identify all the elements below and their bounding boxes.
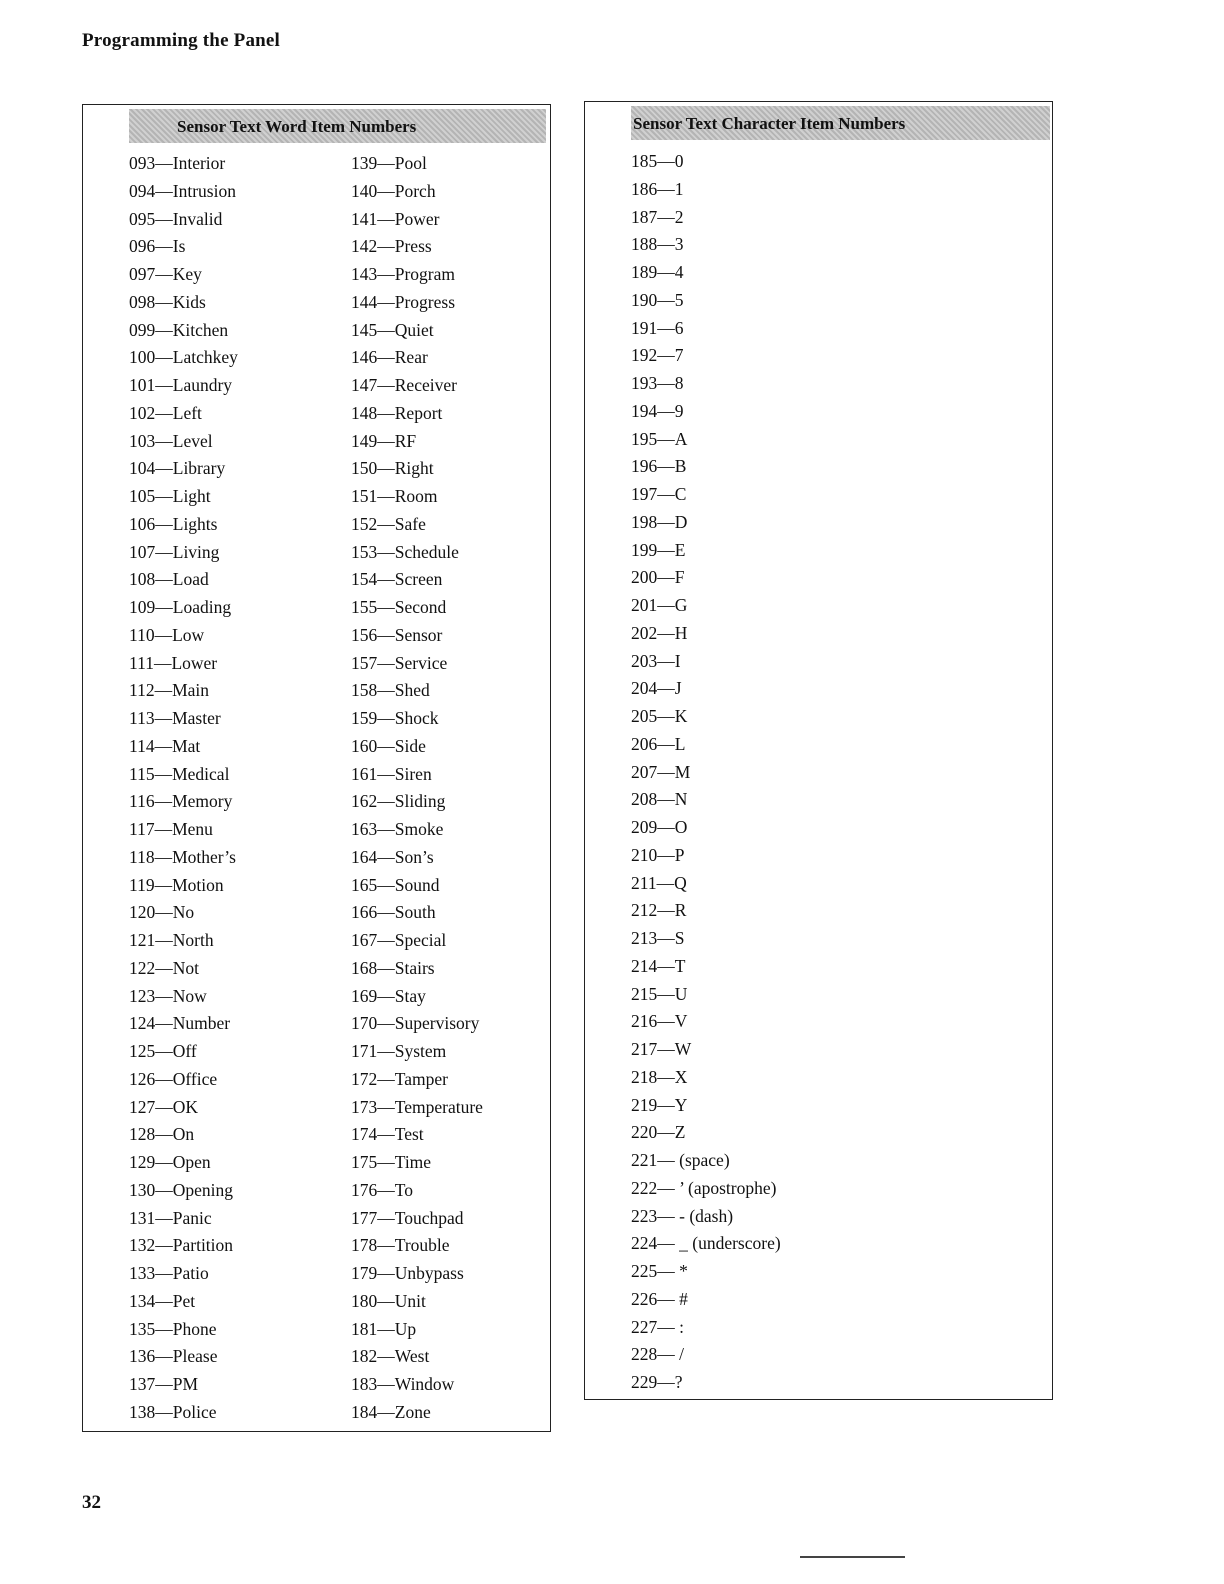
word-item: 144—Progress	[351, 291, 456, 312]
character-item: 194—9	[631, 400, 684, 421]
word-item: 116—Memory	[129, 791, 233, 812]
character-item: 198—D	[631, 511, 688, 532]
word-item: 142—Press	[351, 236, 432, 257]
word-list-right	[351, 150, 483, 1427]
scan-mark	[800, 1556, 905, 1558]
character-item: 206—L	[631, 733, 686, 754]
word-item: 165—Sound	[351, 874, 440, 895]
character-item: 212—R	[631, 900, 687, 921]
word-item: 118—Mother’s	[129, 846, 236, 867]
word-item: 108—Load	[129, 569, 209, 590]
character-item: 199—E	[631, 539, 686, 560]
word-item: 174—Test	[351, 1124, 424, 1145]
word-item: 119—Motion	[129, 874, 224, 895]
word-item: 143—Program	[351, 264, 456, 284]
word-item: 138—Police	[129, 1401, 217, 1422]
character-item: 193—8	[631, 373, 684, 393]
word-item: 104—Library	[129, 458, 226, 479]
character-item: 195—A	[631, 428, 688, 449]
word-item: 171—System	[351, 1041, 447, 1061]
character-item: 209—O	[631, 817, 688, 837]
character-item: 191—6	[631, 317, 684, 338]
word-item: 161—Siren	[351, 763, 432, 784]
word-item: 094—Intrusion	[129, 180, 236, 201]
character-item: 211—Q	[631, 872, 687, 893]
word-item: 176—To	[351, 1179, 413, 1200]
word-item: 147—Receiver	[351, 375, 457, 395]
character-item: 210—P	[631, 844, 685, 865]
character-item: 223— - (dash)	[631, 1205, 734, 1226]
word-item: 122—Not	[129, 957, 199, 978]
word-item: 128—On	[129, 1124, 195, 1145]
word-list-left	[129, 150, 238, 1427]
word-item: 175—Time	[351, 1152, 432, 1172]
word-item: 129—Open	[129, 1152, 211, 1172]
word-item: 100—Latchkey	[129, 347, 238, 368]
character-item: 196—B	[631, 456, 687, 477]
character-item: 190—5	[631, 289, 684, 310]
word-item: 110—Low	[129, 624, 205, 645]
word-item: 179—Unbypass	[351, 1263, 464, 1283]
page-number: 32	[82, 1492, 101, 1513]
word-item: 096—Is	[129, 236, 186, 257]
character-item: 214—T	[631, 955, 686, 976]
word-item: 113—Master	[129, 708, 221, 728]
word-item: 180—Unit	[351, 1290, 426, 1311]
word-item: 132—Partition	[129, 1235, 234, 1256]
word-item: 099—Kitchen	[129, 319, 229, 340]
character-item: 189—4	[631, 262, 684, 282]
word-item: 121—North	[129, 930, 214, 950]
character-item: 225— *	[631, 1261, 688, 1281]
character-item: 204—J	[631, 678, 682, 699]
character-item: 217—W	[631, 1039, 692, 1059]
word-item: 166—South	[351, 902, 436, 923]
word-item: 164—Son’s	[351, 846, 434, 867]
character-item: 185—0	[631, 151, 684, 171]
word-item: 139—Pool	[351, 153, 427, 173]
word-item: 184—Zone	[351, 1401, 431, 1422]
page-header: Programming the Panel	[82, 30, 281, 51]
word-item: 133—Patio	[129, 1263, 209, 1283]
character-list	[631, 148, 781, 1397]
character-item: 208—N	[631, 789, 688, 810]
character-item: 192—7	[631, 345, 684, 366]
word-item: 148—Report	[351, 402, 443, 423]
word-item: 105—Light	[129, 486, 211, 506]
word-item: 181—Up	[351, 1318, 417, 1339]
character-item: 227— :	[631, 1316, 684, 1337]
word-item: 149—RF	[351, 430, 417, 451]
character-item: 218—X	[631, 1066, 688, 1087]
word-item: 160—Side	[351, 735, 426, 756]
word-item: 167—Special	[351, 930, 447, 950]
word-item: 130—Opening	[129, 1179, 234, 1200]
word-item: 102—Left	[129, 402, 202, 423]
word-item: 120—No	[129, 902, 195, 923]
character-item: 187—2	[631, 206, 684, 227]
word-item: 101—Laundry	[129, 375, 233, 395]
character-item: 200—F	[631, 567, 685, 588]
word-item: 115—Medical	[129, 763, 230, 784]
word-item: 169—Stay	[351, 985, 426, 1006]
word-table-title: Sensor Text Word Item Numbers	[129, 109, 546, 143]
word-item: 140—Porch	[351, 180, 436, 201]
character-item: 197—C	[631, 484, 687, 504]
word-item: 135—Phone	[129, 1318, 217, 1339]
word-item: 124—Number	[129, 1013, 231, 1034]
character-item: 229—?	[631, 1372, 683, 1392]
character-item: 186—1	[631, 178, 684, 199]
word-item: 173—Temperature	[351, 1096, 483, 1117]
word-item: 111—Lower	[129, 652, 218, 673]
character-item: 226— #	[631, 1288, 688, 1309]
word-item: 172—Tamper	[351, 1068, 448, 1089]
character-item: 228— /	[631, 1344, 684, 1365]
word-item: 136—Please	[129, 1346, 218, 1367]
character-item: 222— ’ (apostrophe)	[631, 1177, 777, 1198]
word-item: 157—Service	[351, 652, 448, 673]
word-item: 156—Sensor	[351, 624, 443, 645]
word-item: 162—Sliding	[351, 791, 446, 812]
word-item: 134—Pet	[129, 1290, 196, 1311]
character-item: 201—G	[631, 595, 688, 615]
character-table-title: Sensor Text Character Item Numbers	[631, 106, 1050, 140]
character-item: 203—I	[631, 650, 681, 671]
word-item: 112—Main	[129, 680, 210, 701]
word-item: 177—Touchpad	[351, 1207, 464, 1228]
word-item: 150—Right	[351, 458, 434, 479]
word-item: 095—Invalid	[129, 208, 223, 229]
word-item-table	[82, 104, 551, 1432]
word-item: 103—Level	[129, 430, 213, 451]
word-item: 159—Shock	[351, 708, 439, 728]
character-item: 220—Z	[631, 1122, 686, 1143]
word-item: 141—Power	[351, 208, 440, 229]
word-item: 137—PM	[129, 1374, 199, 1394]
word-item: 098—Kids	[129, 291, 206, 312]
word-item: 126—Office	[129, 1068, 218, 1089]
word-item: 182—West	[351, 1346, 430, 1367]
word-item: 163—Smoke	[351, 819, 444, 839]
word-item: 170—Supervisory	[351, 1013, 480, 1034]
word-item: 106—Lights	[129, 513, 218, 534]
character-item: 205—K	[631, 706, 688, 726]
word-item: 131—Panic	[129, 1207, 212, 1228]
character-item: 207—M	[631, 761, 691, 782]
word-item: 151—Room	[351, 486, 438, 506]
word-item: 125—Off	[129, 1041, 197, 1061]
character-item: 216—V	[631, 1011, 688, 1032]
character-item: 188—3	[631, 234, 684, 255]
word-item: 168—Stairs	[351, 957, 435, 978]
word-item: 155—Second	[351, 597, 447, 617]
word-item: 178—Trouble	[351, 1235, 450, 1256]
word-item: 109—Loading	[129, 597, 232, 617]
character-item: 221— (space)	[631, 1150, 730, 1170]
character-item: 213—S	[631, 928, 685, 948]
word-item: 153—Schedule	[351, 541, 459, 562]
word-item: 093—Interior	[129, 153, 226, 173]
word-item: 152—Safe	[351, 513, 426, 534]
character-item: 219—Y	[631, 1094, 688, 1115]
word-item: 183—Window	[351, 1374, 455, 1394]
character-item: 224— _ (underscore)	[631, 1233, 781, 1254]
character-item-table	[584, 101, 1053, 1400]
word-item: 154—Screen	[351, 569, 443, 590]
character-item: 202—H	[631, 622, 688, 643]
word-item: 127—OK	[129, 1096, 199, 1117]
word-item: 107—Living	[129, 541, 220, 562]
character-item: 215—U	[631, 983, 688, 1004]
word-item: 145—Quiet	[351, 319, 434, 340]
word-item: 123—Now	[129, 985, 207, 1006]
word-item: 114—Mat	[129, 735, 201, 756]
word-item: 117—Menu	[129, 819, 213, 839]
word-item: 158—Shed	[351, 680, 430, 701]
word-item: 146—Rear	[351, 347, 428, 368]
word-item: 097—Key	[129, 264, 202, 284]
